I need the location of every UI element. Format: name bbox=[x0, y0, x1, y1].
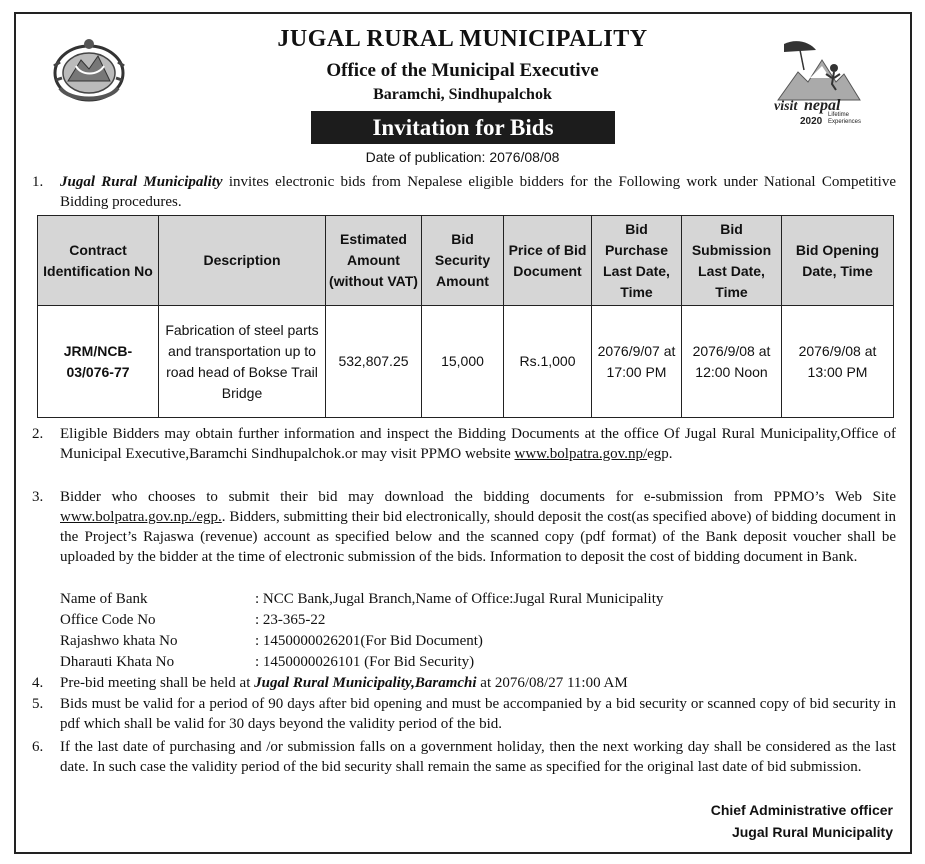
cell-security: 15,000 bbox=[422, 306, 504, 418]
municipality-title: JUGAL RURAL MUNICIPALITY bbox=[277, 26, 648, 52]
bank-row bbox=[60, 631, 663, 652]
clause-tail: at 2076/08/27 11:00 AM bbox=[476, 675, 628, 691]
clause-text: Pre-bid meeting shall be held at bbox=[60, 675, 255, 691]
clause-number: 1. bbox=[32, 174, 44, 190]
clause-text-continued: . Bidders, submitting their bid electronically, should deposit the cost(as specified above) of bidding document in the Project’s Rajaswa (revenue) account as specified below and the scanned copy (pdf format) of the Bank deposit voucher shall be uploaded by the bidder at the time of electronic submission of the bids. Information to deposit the cost of bidding document in Bank. bbox=[60, 509, 896, 565]
bank-label: Rajashwo khata No bbox=[60, 633, 178, 649]
bank-value: : NCC Bank,Jugal Branch,Name of Office:Jugal Rural Municipality bbox=[255, 591, 664, 607]
col-header-description: Description bbox=[159, 216, 326, 306]
signatory-title: Chief Administrative officer bbox=[710, 802, 893, 818]
clause-1 bbox=[32, 172, 896, 212]
bank-row bbox=[60, 652, 663, 673]
logo-nepal-text: nepal bbox=[804, 97, 841, 114]
clause-text: If the last date of purchasing and /or submission falls on a government holiday, then the next working day shall be considered as the last date. In such case the validity period of the bid security shall remain the same as specified for the original last date of bid submission. bbox=[60, 739, 896, 775]
venue-emphasis: Jugal Rural Municipality,Baramchi bbox=[254, 675, 477, 691]
clause-number: 6. bbox=[32, 739, 44, 755]
table-header-row bbox=[38, 216, 894, 306]
bank-label: Name of Bank bbox=[60, 591, 148, 607]
bid-table bbox=[37, 215, 894, 418]
col-header-price: Price of Bid Document bbox=[504, 216, 592, 306]
bolpatra-link[interactable]: www.bolpatra.gov.np/ bbox=[514, 446, 648, 462]
clause-text: Bids must be valid for a period of 90 days after bid opening and must be accompanied by a bid security or scanned copy of bid security in pdf which shall be valid for 30 days beyond the validity period of the bid. bbox=[60, 696, 896, 732]
table-row bbox=[38, 306, 894, 418]
logo-year-text: 2020 bbox=[800, 116, 823, 127]
bank-label: Dharauti Khata No bbox=[60, 654, 175, 670]
bank-row bbox=[60, 610, 663, 631]
clause-text: Eligible Bidders may obtain further information and inspect the Bidding Documents at the office Of Jugal Rural Municipality,Office of Municipal Executive,Baramchi Sindhupalchok.or may visit PPMO website bbox=[60, 426, 896, 462]
col-header-estimate: Estimated Amount (without VAT) bbox=[326, 216, 422, 306]
cell-purchase-date: 2076/9/07 at 17:00 PM bbox=[592, 306, 682, 418]
clause-2 bbox=[32, 424, 896, 464]
bolpatra-egp-link[interactable]: www.bolpatra.gov.np./egp. bbox=[60, 509, 222, 525]
cell-contract-id: JRM/NCB-03/076-77 bbox=[38, 306, 159, 418]
cell-description: Fabrication of steel parts and transportation up to road head of Bokse Trail Bridge bbox=[159, 306, 326, 418]
bank-value: : 23-365-22 bbox=[255, 612, 326, 628]
cell-opening-date: 2076/9/08 at 13:00 PM bbox=[782, 306, 894, 418]
clause-number: 2. bbox=[32, 426, 44, 442]
clause-tail: egp. bbox=[647, 446, 673, 462]
cell-estimate: 532,807.25 bbox=[326, 306, 422, 418]
location-subtitle: Baramchi, Sindhupalchok bbox=[373, 86, 552, 103]
cell-submission-date: 2076/9/08 at 12:00 Noon bbox=[682, 306, 782, 418]
bank-value: : 1450000026101 (For Bid Security) bbox=[255, 654, 475, 670]
clause-number: 5. bbox=[32, 696, 44, 712]
bank-details bbox=[60, 589, 663, 673]
publication-date: Date of publication: 2076/08/08 bbox=[365, 149, 560, 165]
clause-5 bbox=[32, 694, 896, 734]
logo-visit-text: visit bbox=[774, 99, 798, 114]
office-subtitle: Office of the Municipal Executive bbox=[326, 60, 599, 81]
bank-label: Office Code No bbox=[60, 612, 156, 628]
bank-value: : 1450000026201(For Bid Document) bbox=[255, 633, 483, 649]
clause-text: Bidder who chooses to submit their bid may download the bidding documents for e-submission from PPMO’s Web Site bbox=[60, 489, 896, 505]
col-header-contract-id: Contract Identification No bbox=[38, 216, 159, 306]
cell-price: Rs.1,000 bbox=[504, 306, 592, 418]
col-header-purchase-date: Bid Purchase Last Date, Time bbox=[592, 216, 682, 306]
col-header-security: Bid Security Amount bbox=[422, 216, 504, 306]
signature-block bbox=[711, 799, 893, 843]
bank-row bbox=[60, 589, 663, 610]
clause-text: invites electronic bids from Nepalese eligible bidders for the Following work under National Competitive Bidding procedures. bbox=[60, 174, 896, 210]
logo-tagline-2: Experiences bbox=[828, 119, 862, 125]
clause-3 bbox=[32, 487, 896, 567]
municipality-name-emphasis: Jugal Rural Municipality bbox=[60, 174, 223, 190]
col-header-submission-date: Bid Submission Last Date, Time bbox=[682, 216, 782, 306]
logo-tagline-1: Lifetime bbox=[828, 112, 850, 118]
clause-number: 3. bbox=[32, 489, 44, 505]
clause-number: 4. bbox=[32, 675, 44, 691]
invitation-banner: Invitation for Bids bbox=[311, 111, 615, 144]
signatory-office: Jugal Rural Municipality bbox=[731, 824, 893, 840]
col-header-opening-date: Bid Opening Date, Time bbox=[782, 216, 894, 306]
clause-6 bbox=[32, 737, 896, 777]
clause-4 bbox=[32, 673, 896, 693]
